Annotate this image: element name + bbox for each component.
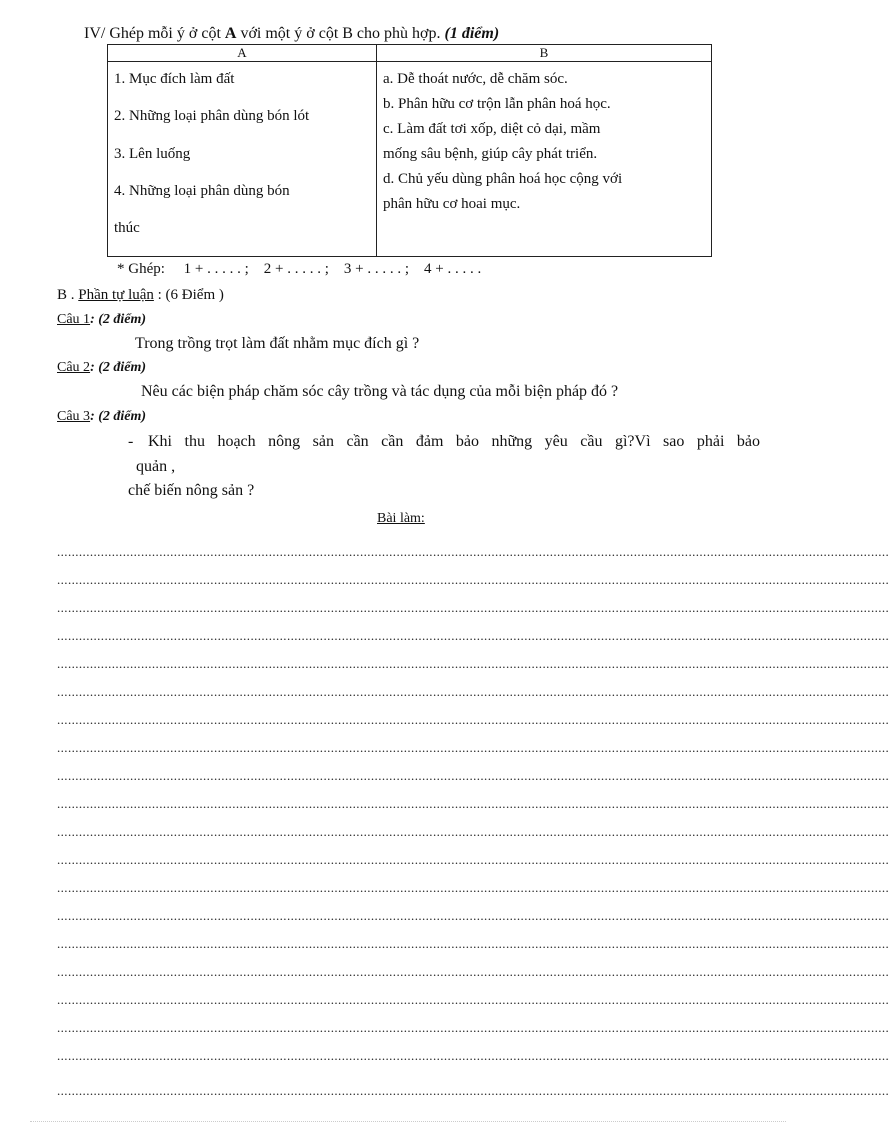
col-a-item-4: 4. Những loại phân dùng bón [114,183,290,199]
col-b-item-d: d. Chủ yếu dùng phân hoá học cộng với [383,171,623,187]
answer-line[interactable]: .................................................................................................................................................................................................................................... [57,796,889,811]
answer-line[interactable]: .................................................................................................................................................................................................................................... [57,1048,889,1063]
column-b-cell [377,62,712,257]
col-b-item-c: c. Làm đất tơi xốp, diệt cỏ dại, mầm [383,121,601,137]
answer-line[interactable]: .................................................................................................................................................................................................................................... [57,628,889,643]
col-b-item-c-cont: mống sâu bệnh, giúp cây phát triển. [383,146,598,162]
answer-line[interactable]: .................................................................................................................................................................................................................................... [57,880,889,895]
answer-area-title: Bài làm: [377,511,425,526]
question-3-text-line2: quản , [136,458,176,475]
column-a-header: A [108,45,377,62]
section-iv-heading [84,25,499,43]
question-3-bullet: - [128,433,134,450]
question-1-text: Trong trồng trọt làm đất nhằm mục đích gì ? [135,335,420,352]
question-3-text-line3: chế biến nông sản ? [128,482,255,499]
col-a-item-2: 2. Những loại phân dùng bón lót [114,108,310,124]
section-iv-prefix: IV/ Ghép mỗi ý ở cột [84,25,221,42]
column-a-cell [108,62,377,257]
answer-line[interactable]: .................................................................................................................................................................................................................................... [57,824,889,839]
question-1-label: Câu 1 [57,312,91,327]
question-3-points: : (2 điểm) [90,409,147,424]
question-3-label: Câu 3 [57,409,91,424]
answer-line[interactable]: .................................................................................................................................................................................................................................... [57,768,889,783]
col-b-item-d-cont: phân hữu cơ hoai mục. [383,196,521,212]
col-a-item-4-cont: thúc [114,220,140,236]
question-2-label: Câu 2 [57,360,91,375]
answer-line[interactable]: .................................................................................................................................................................................................................................... [57,1020,889,1035]
column-b-header: B [377,45,712,62]
answer-line[interactable]: .................................................................................................................................................................................................................................... [57,684,889,699]
answer-line[interactable]: .................................................................................................................................................................................................................................... [57,600,889,615]
part-b-prefix: B . [57,287,75,303]
part-b-suffix: : (6 Điểm ) [157,287,224,303]
answer-line[interactable]: .................................................................................................................................................................................................................................... [57,992,889,1007]
col-a-item-1: 1. Mục đích làm đất [114,71,235,87]
answer-line[interactable]: .................................................................................................................................................................................................................................... [57,740,889,755]
part-b-heading [57,287,224,304]
answer-line[interactable]: .................................................................................................................................................................................................................................... [57,712,889,727]
question-1-heading [57,312,146,328]
col-a-item-3: 3. Lên luống [114,146,191,162]
answer-line[interactable]: .................................................................................................................................................................................................................................... [57,1083,889,1098]
section-iv-points: (1 điểm) [444,25,500,42]
question-1-points: : (2 điểm) [90,312,147,327]
answer-line[interactable]: .................................................................................................................................................................................................................................... [57,964,889,979]
question-2-text: Nêu các biện pháp chăm sóc cây trồng và tác dụng của mỗi biện pháp đó ? [141,383,619,400]
question-3-heading [57,409,146,425]
answer-line[interactable]: .................................................................................................................................................................................................................................... [57,908,889,923]
question-2-heading [57,360,146,376]
section-iv-mid: với một ý ở cột B cho phù hợp. [240,25,441,42]
answer-line[interactable]: .................................................................................................................................................................................................................................... [57,936,889,951]
answer-line[interactable]: .................................................................................................................................................................................................................................... [57,656,889,671]
col-b-item-b: b. Phân hữu cơ trộn lẫn phân hoá học. [383,96,611,112]
answer-line[interactable]: .................................................................................................................................................................................................................................... [57,572,889,587]
col-b-item-a: a. Dễ thoát nước, dễ chăm sóc. [383,71,568,87]
matching-table [107,44,712,257]
answer-key-line: * Ghép: 1 + . . . . . ; 2 + . . . . . ; 3 + . . . . . ; 4 + . . . . . [117,261,482,277]
question-3-text-line1: Khi thu hoạch nông sản cần cần đảm bảo những yêu cầu gì?Vì sao phải bảo [148,433,760,450]
answer-line[interactable]: .................................................................................................................................................................................................................................... [57,852,889,867]
page-bottom-divider [30,1121,786,1122]
section-iv-col-a: A [224,25,237,42]
part-b-label: Phần tự luận [78,287,154,303]
question-2-points: : (2 điểm) [90,360,147,375]
answer-line[interactable]: .................................................................................................................................................................................................................................... [57,544,889,559]
